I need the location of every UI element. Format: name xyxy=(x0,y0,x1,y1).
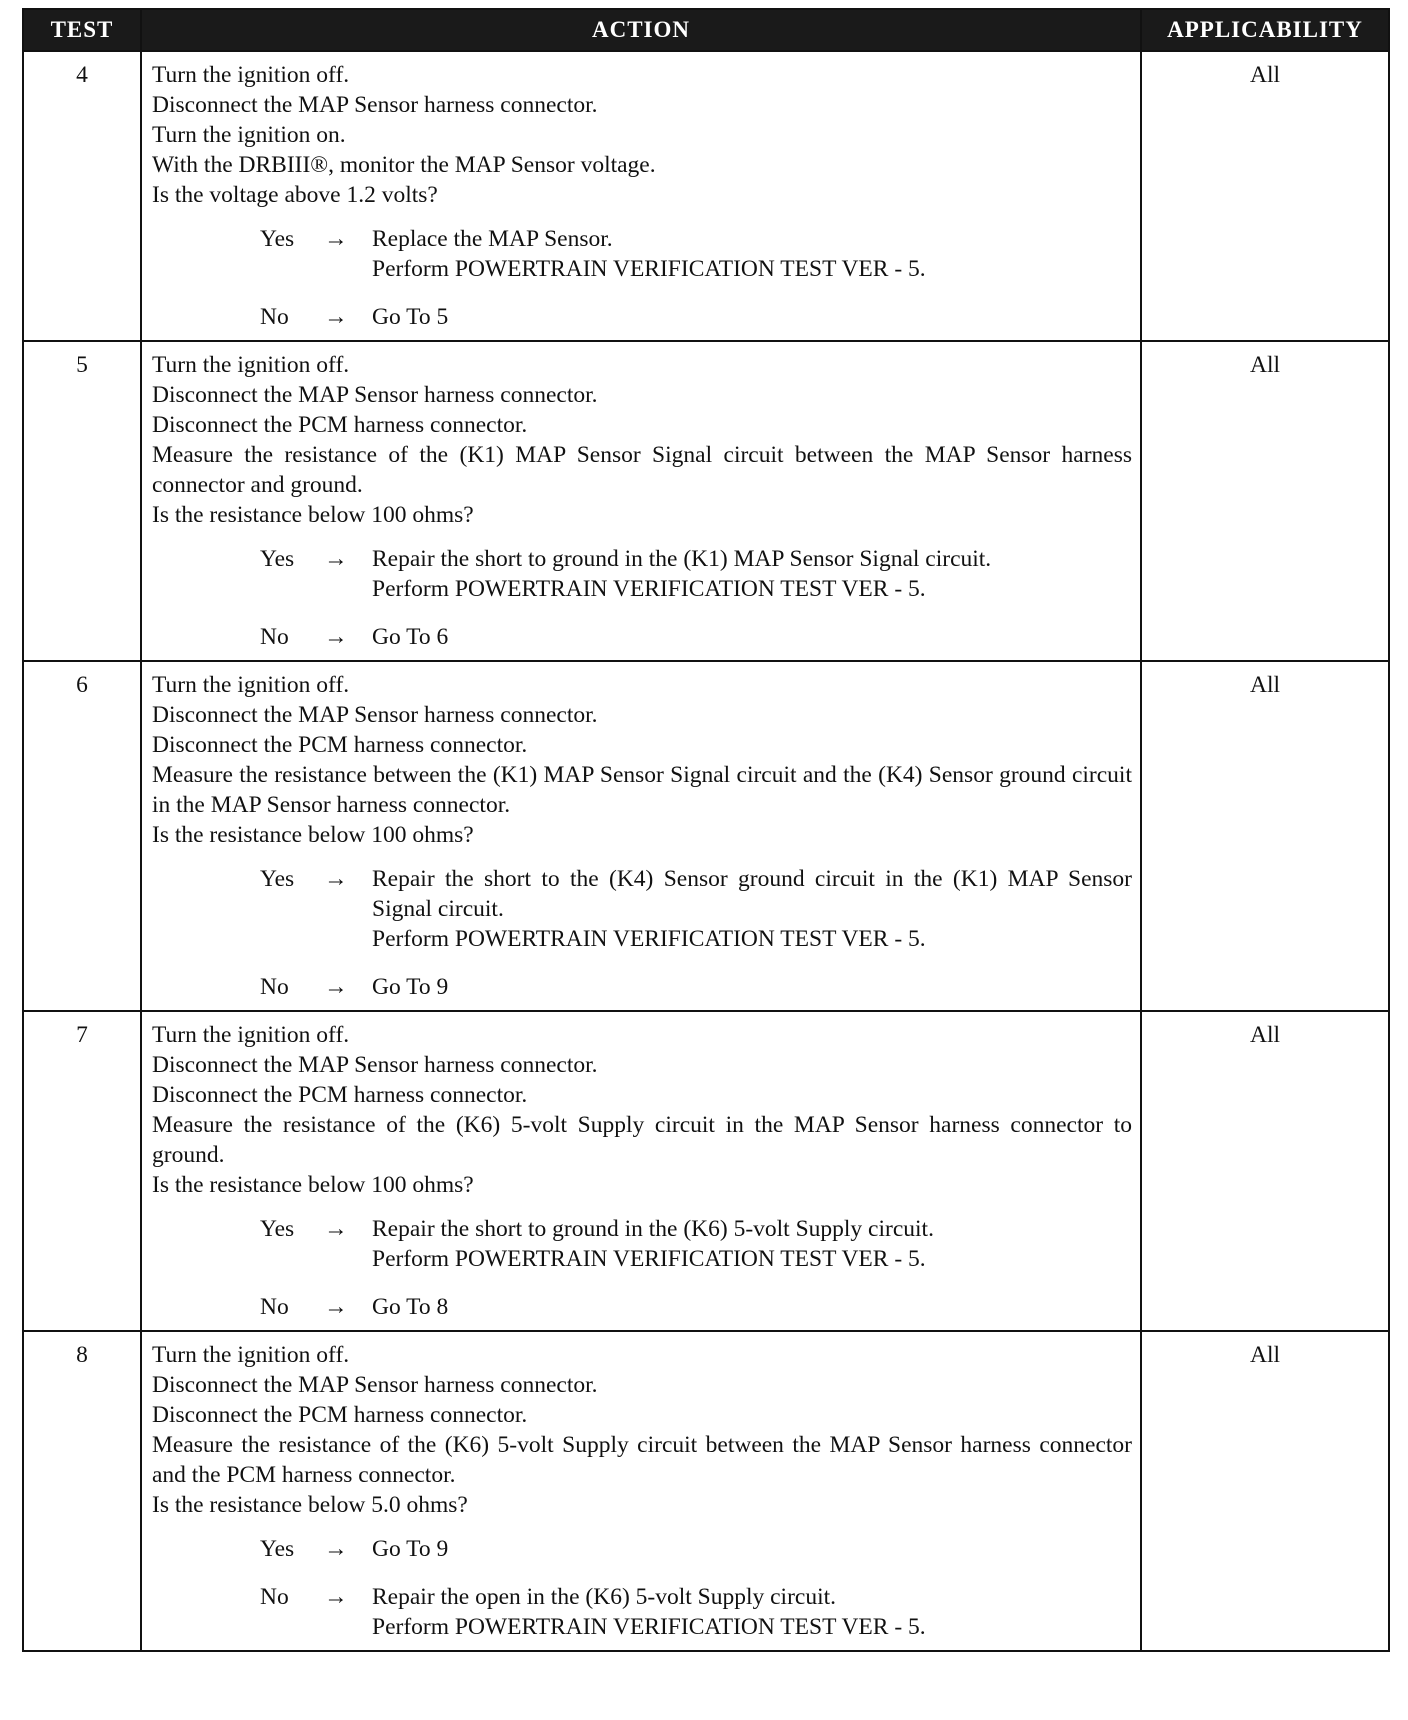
no-label: No xyxy=(260,974,289,1000)
no-action-line: Go To 5 xyxy=(372,304,449,330)
yes-action-text xyxy=(372,544,1132,604)
no-response xyxy=(260,622,1132,652)
no-response xyxy=(260,1582,1132,1642)
test-number: 6 xyxy=(23,661,141,1011)
yes-label: Yes xyxy=(260,546,295,572)
table-header-row xyxy=(23,9,1389,51)
yes-label: Yes xyxy=(260,226,295,252)
right-arrow-icon: → xyxy=(324,1294,348,1320)
action-step: Disconnect the PCM harness connector. xyxy=(152,1082,528,1108)
no-action-line: Perform POWERTRAIN VERIFICATION TEST VER - 5. xyxy=(372,1614,926,1640)
action-step: Is the resistance below 5.0 ohms? xyxy=(152,1492,468,1518)
action-step: Disconnect the PCM harness connector. xyxy=(152,412,528,438)
no-label: No xyxy=(260,1294,289,1320)
right-arrow-icon: → xyxy=(324,546,348,572)
applicability-value: All xyxy=(1141,661,1389,1011)
test-row-6 xyxy=(23,661,1389,1011)
no-action-text xyxy=(372,1582,1132,1642)
diagnostic-test-table xyxy=(22,8,1390,1652)
yes-action-line: Perform POWERTRAIN VERIFICATION TEST VER - 5. xyxy=(372,1246,926,1272)
no-response xyxy=(260,972,1132,1002)
action-step: Disconnect the MAP Sensor harness connector. xyxy=(152,382,598,408)
action-step: Turn the ignition off. xyxy=(152,1342,350,1368)
right-arrow-icon: → xyxy=(324,1536,348,1562)
right-arrow-icon: → xyxy=(324,226,348,252)
action-cell xyxy=(141,1331,1141,1651)
action-step: Is the voltage above 1.2 volts? xyxy=(152,182,438,208)
yes-label: Yes xyxy=(260,1216,295,1242)
no-action-line: Go To 6 xyxy=(372,624,449,650)
no-action-text xyxy=(372,1292,1132,1322)
yes-action-text xyxy=(372,864,1132,954)
no-action-text xyxy=(372,302,1132,332)
test-row-7 xyxy=(23,1011,1389,1331)
yes-label: Yes xyxy=(260,866,295,892)
action-step: Measure the resistance of the (K1) MAP Sensor Signal circuit between the MAP Sensor harness connector and ground. xyxy=(152,442,1132,498)
applicability-value: All xyxy=(1141,341,1389,661)
right-arrow-icon: → xyxy=(324,974,348,1000)
yes-response xyxy=(260,864,1132,954)
test-row-4 xyxy=(23,51,1389,341)
no-action-text xyxy=(372,972,1132,1002)
header-test: TEST xyxy=(23,9,141,51)
no-action-text xyxy=(372,622,1132,652)
yes-action-line: Perform POWERTRAIN VERIFICATION TEST VER - 5. xyxy=(372,256,926,282)
right-arrow-icon: → xyxy=(324,866,348,892)
applicability-value: All xyxy=(1141,51,1389,341)
no-action-line: Go To 8 xyxy=(372,1294,449,1320)
yes-action-line: Repair the short to ground in the (K1) MAP Sensor Signal circuit. xyxy=(372,546,992,572)
action-cell xyxy=(141,51,1141,341)
applicability-value: All xyxy=(1141,1331,1389,1651)
test-number: 8 xyxy=(23,1331,141,1651)
action-step: Turn the ignition off. xyxy=(152,62,350,88)
no-action-line: Repair the open in the (K6) 5-volt Supply circuit. xyxy=(372,1584,837,1610)
right-arrow-icon: → xyxy=(324,304,348,330)
action-step: Is the resistance below 100 ohms? xyxy=(152,1172,474,1198)
action-step: Turn the ignition off. xyxy=(152,672,350,698)
action-step: Is the resistance below 100 ohms? xyxy=(152,502,474,528)
test-number: 4 xyxy=(23,51,141,341)
diagnostic-test-table-page xyxy=(22,8,1388,1652)
no-label: No xyxy=(260,304,289,330)
action-step: Disconnect the MAP Sensor harness connector. xyxy=(152,1372,598,1398)
action-step: Turn the ignition off. xyxy=(152,352,350,378)
action-step: Turn the ignition off. xyxy=(152,1022,350,1048)
action-step: Disconnect the PCM harness connector. xyxy=(152,1402,528,1428)
right-arrow-icon: → xyxy=(324,1216,348,1242)
action-step: Measure the resistance of the (K6) 5-volt Supply circuit between the MAP Sensor harness connector and the PCM harness connector. xyxy=(152,1432,1132,1488)
test-number: 7 xyxy=(23,1011,141,1331)
test-row-8 xyxy=(23,1331,1389,1651)
yes-action-line: Perform POWERTRAIN VERIFICATION TEST VER - 5. xyxy=(372,926,926,952)
action-step: Disconnect the MAP Sensor harness connector. xyxy=(152,702,598,728)
action-cell xyxy=(141,1011,1141,1331)
yes-action-line: Go To 9 xyxy=(372,1536,449,1562)
action-step: Measure the resistance between the (K1) MAP Sensor Signal circuit and the (K4) Sensor ground circuit in the MAP Sensor harness connector. xyxy=(152,762,1132,818)
yes-response xyxy=(260,224,1132,284)
no-label: No xyxy=(260,624,289,650)
action-step: Disconnect the MAP Sensor harness connector. xyxy=(152,1052,598,1078)
yes-label: Yes xyxy=(260,1536,295,1562)
yes-action-line: Repair the short to the (K4) Sensor ground circuit in the (K1) MAP Sensor Signal circuit. xyxy=(372,866,1132,922)
no-response xyxy=(260,1292,1132,1322)
yes-response xyxy=(260,544,1132,604)
yes-action-line: Replace the MAP Sensor. xyxy=(372,226,613,252)
action-step: Disconnect the PCM harness connector. xyxy=(152,732,528,758)
yes-response xyxy=(260,1214,1132,1274)
yes-action-line: Perform POWERTRAIN VERIFICATION TEST VER - 5. xyxy=(372,576,926,602)
action-step: Is the resistance below 100 ohms? xyxy=(152,822,474,848)
applicability-value: All xyxy=(1141,1011,1389,1331)
no-action-line: Go To 9 xyxy=(372,974,449,1000)
yes-response xyxy=(260,1534,1132,1564)
header-action: ACTION xyxy=(141,9,1141,51)
action-step: Measure the resistance of the (K6) 5-volt Supply circuit in the MAP Sensor harness connector to ground. xyxy=(152,1112,1132,1168)
action-cell xyxy=(141,661,1141,1011)
yes-action-line: Repair the short to ground in the (K6) 5-volt Supply circuit. xyxy=(372,1216,934,1242)
action-step: Turn the ignition on. xyxy=(152,122,346,148)
yes-action-text xyxy=(372,1534,1132,1564)
yes-action-text xyxy=(372,1214,1132,1274)
header-applicability: APPLICABILITY xyxy=(1141,9,1389,51)
right-arrow-icon: → xyxy=(324,1584,348,1610)
yes-action-text xyxy=(372,224,1132,284)
no-response xyxy=(260,302,1132,332)
right-arrow-icon: → xyxy=(324,624,348,650)
test-row-5 xyxy=(23,341,1389,661)
action-cell xyxy=(141,341,1141,661)
action-step: Disconnect the MAP Sensor harness connector. xyxy=(152,92,598,118)
no-label: No xyxy=(260,1584,289,1610)
test-number: 5 xyxy=(23,341,141,661)
action-step: With the DRBIII®, monitor the MAP Sensor voltage. xyxy=(152,152,656,178)
